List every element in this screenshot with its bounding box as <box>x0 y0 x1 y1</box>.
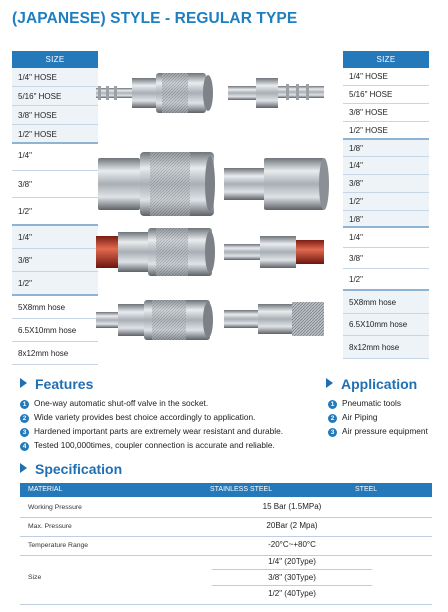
right-size-row: 5X8mm hose <box>343 291 429 314</box>
spec-table-bottom-rule <box>20 604 432 605</box>
left-size-row: 1/4" HOSE <box>12 68 98 87</box>
spec-row-size: Size 1/4" (20Type) 3/8" (30Type) 1/2" (40Type) <box>20 555 432 604</box>
left-size-row: 1/4" <box>12 144 98 171</box>
left-size-table <box>12 51 98 365</box>
spec-row-temperature: Temperature Range -20°C~+80°C <box>20 536 432 556</box>
right-size-header: SIZE <box>343 51 429 68</box>
left-size-row: 5/16" HOSE <box>12 87 98 106</box>
right-size-row: 8x12mm hose <box>343 336 429 359</box>
hose-nut-socket-image <box>96 300 213 340</box>
application-title <box>326 376 417 392</box>
right-size-row: 1/4" <box>343 228 429 248</box>
triangle-bullet-icon <box>20 463 27 473</box>
number-badge-icon: 3 <box>328 428 337 437</box>
left-size-header: SIZE <box>12 51 98 68</box>
number-badge-icon: 1 <box>328 400 337 409</box>
application-item: 1 Pneumatic tools <box>328 398 401 409</box>
left-size-row: 1/2" HOSE <box>12 125 98 144</box>
male-plug-image <box>224 236 324 268</box>
right-size-row: 1/2" HOSE <box>343 122 429 140</box>
left-size-row: 8x12mm hose <box>12 342 98 365</box>
spec-row-max-pressure: Max. Pressure 20Bar (2 Mpa) <box>20 517 432 537</box>
feature-item: 4 Tested 100,000times, coupler connection is accurate and reliable. <box>20 440 275 451</box>
number-badge-icon: 2 <box>20 414 29 423</box>
features-title <box>20 376 93 392</box>
left-size-row: 3/8" <box>12 249 98 272</box>
right-size-row: 3/8" <box>343 248 429 269</box>
specification-title-text: Specification <box>35 461 123 477</box>
female-plug-image <box>224 158 329 210</box>
triangle-bullet-icon <box>20 378 27 388</box>
number-badge-icon: 3 <box>20 428 29 437</box>
left-size-row: 6.5X10mm hose <box>12 319 98 342</box>
spec-header-material: MATERIAL <box>28 486 63 493</box>
features-title-text: Features <box>35 376 94 392</box>
hose-plug-image <box>228 78 324 108</box>
feature-item: 3 Hardened important parts are extremely wear resistant and durable. <box>20 426 283 437</box>
number-badge-icon: 1 <box>20 400 29 409</box>
feature-item: 1 One-way automatic shut-off valve in the socket. <box>20 398 208 409</box>
left-size-row: 3/8" HOSE <box>12 106 98 125</box>
right-size-row: 1/4" <box>343 157 429 175</box>
right-size-row: 6.5X10mm hose <box>343 314 429 336</box>
right-size-row: 1/8" <box>343 211 429 228</box>
feature-item: 2 Wide variety provides best choice accordingly to application. <box>20 412 255 423</box>
hose-nut-plug-image <box>224 302 324 336</box>
right-size-row: 5/16" HOSE <box>343 86 429 104</box>
female-socket-image <box>98 152 215 216</box>
right-size-row: 1/2" <box>343 269 429 291</box>
left-size-row: 1/2" <box>12 198 98 226</box>
spec-row-working-pressure: Working Pressure 15 Bar (1.5MPa) <box>20 497 432 518</box>
product-photos <box>90 48 340 366</box>
left-size-row: 1/2" <box>12 272 98 296</box>
left-size-row: 5X8mm hose <box>12 296 98 319</box>
right-size-row: 1/2" <box>343 193 429 211</box>
spec-table-header <box>20 483 432 497</box>
application-title-text: Application <box>341 376 418 392</box>
page-title: (JAPANESE) STYLE - REGULAR TYPE <box>12 10 298 27</box>
number-badge-icon: 2 <box>328 414 337 423</box>
application-item: 2 Air Piping <box>328 412 378 423</box>
left-size-row: 1/4" <box>12 226 98 249</box>
right-size-row: 1/4" HOSE <box>343 68 429 86</box>
triangle-bullet-icon <box>326 378 333 388</box>
right-size-row: 3/8" <box>343 175 429 193</box>
right-size-row: 1/8" <box>343 140 429 157</box>
right-size-row: 3/8" HOSE <box>343 104 429 122</box>
number-badge-icon: 4 <box>20 442 29 451</box>
male-socket-image <box>96 228 215 276</box>
spec-header-steel: STEEL <box>355 486 378 493</box>
specification-title <box>20 461 122 477</box>
left-size-row: 3/8" <box>12 171 98 198</box>
spec-header-stainless: STAINLESS STEEL <box>210 486 273 493</box>
application-item: 3 Air pressure equipment <box>328 426 428 437</box>
hose-socket-image <box>96 73 213 113</box>
right-size-table <box>343 51 429 359</box>
